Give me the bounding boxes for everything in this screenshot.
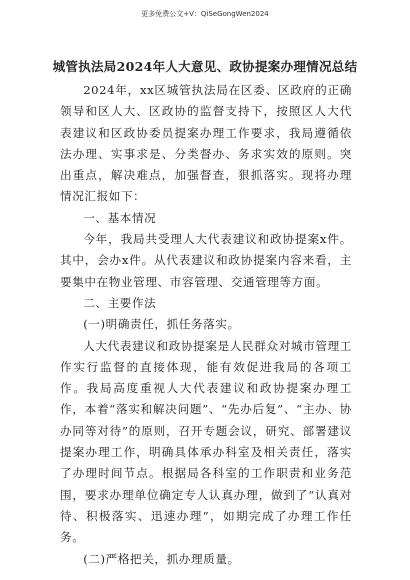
document-body [60, 80, 352, 570]
intro-paragraph: 2024年，xx区城管执法局在区委、区政府的正确领导和区人大、区政协的监督支持下，按照区人大代表建议和区政协委员提案办理工作要求，我局遵循依法办理、实事求是、分类督办、务求实效的原则。突出重点，解决难点，加强督查，狠抓落实。现将办理情况汇报如下： [60, 83, 352, 204]
basic-info-paragraph: 今年，我局共受理人大代表建议和政协提案x件。其中，会办x件。从代表建议和政协提案内容来看，主要集中在物业管理、市容管理、交通管理等方面。 [60, 232, 352, 289]
section-heading-basic: 一、基本情况 [83, 210, 157, 225]
subheading-quality: (二)严格把关，抓办理质量。 [83, 551, 240, 566]
subheading-responsibility: (一)明确责任，抓任务落实。 [83, 317, 240, 332]
section-heading-methods: 二、主要作法 [83, 295, 157, 310]
document-title: 城管执法局2024年人大意见、政协提案办理情况总结 [52, 59, 358, 74]
responsibility-paragraph: 人大代表建议和政协提案是人民群众对城市管理工作实行监督的直接体现，能有效促进我局的各项工作。我局高度重视人大代表建议和政协提案办理工作，本着“落实和解决问题”、“先办后复”、“主办、协办同等对待”的原则，召开专题会议，研究、部署建议提案办理工作，明确具体承办科室及相关责任，落实了办理时间节点。根据局各科室的工作职责和业务范围，要求办理单位确定专人认真办理，做到了“认真对待、积极落实、迅速办理”，如期完成了办理工作任务。 [60, 338, 352, 545]
watermark-text: 更多免费公文+V：QiSeGongWen2024 [141, 10, 269, 18]
